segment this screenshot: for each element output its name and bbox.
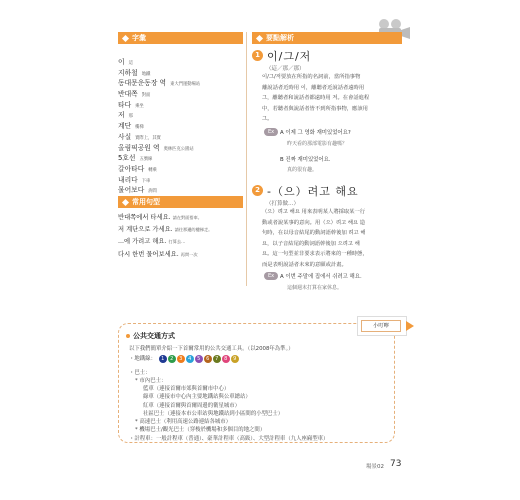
- tip-intro: 以下我們簡單介紹一下首爾常用的公共交通工具。（以2008年為準。）: [129, 346, 294, 352]
- grammar-1-ex-a: A 이제 그 영화 재미있었어요?: [280, 130, 351, 136]
- grammar-header: [252, 32, 402, 44]
- phrase-meaning: 再問一次: [180, 251, 198, 257]
- phrase-korean: 다시 한번 물어보세요.: [118, 250, 179, 258]
- phrase-item: [118, 224, 243, 236]
- vocab-meaning: 奧林匹克公園站: [163, 146, 194, 152]
- phrase-meaning: 打算去…: [168, 239, 186, 245]
- vocab-meaning: 詢問: [148, 189, 157, 195]
- phrase-item: [118, 212, 243, 224]
- vocab-header: [118, 32, 243, 44]
- vocab-item: [118, 124, 240, 141]
- vocab-meaning: 地鐵: [141, 71, 151, 77]
- bus-item: 紅車（連接首爾與首爾周邊的衛星城市）: [143, 402, 241, 409]
- bullet-icon: [126, 334, 130, 338]
- example-badge: Ex: [264, 128, 278, 136]
- vocab-item: [118, 177, 240, 195]
- subway-line-badge: 2: [168, 355, 176, 363]
- column-divider: [246, 32, 247, 286]
- vocab-item: [118, 81, 240, 99]
- grammar-2-ex: A 이번 주말에 집에서 쉬려고 해요.: [280, 274, 362, 280]
- vocab-korean: 계단: [118, 122, 132, 131]
- vocab-meaning: 乘坐: [135, 103, 144, 109]
- phrase-meaning: 請在對面搭車。: [172, 215, 202, 220]
- bus-list: [135, 376, 283, 433]
- vocab-item: [118, 60, 240, 77]
- vocab-item: [118, 164, 240, 184]
- diamond-icon: [122, 198, 129, 205]
- explanation-line: （으）려고 해요 用來表明某人將採取某一行: [262, 209, 366, 215]
- phrase-header: [118, 196, 243, 208]
- vocab-korean: 사실: [118, 132, 132, 141]
- grammar-1-ex-b: B 진짜 재미있었어요.: [280, 157, 331, 163]
- phrase-korean: 저 계단으로 가세요.: [118, 226, 173, 234]
- subway-label: ・地鐵線：: [129, 356, 156, 362]
- vocab-korean: 지하철: [118, 68, 138, 77]
- arrow-icon: [406, 321, 414, 331]
- vocab-korean: 내리다: [118, 175, 138, 184]
- tip-title: 公共交通方式: [133, 332, 175, 340]
- phrase-korean: 반대쪽에서 타세요.: [118, 214, 171, 221]
- subway-line-badge: 6: [204, 355, 212, 363]
- subway-line-badge: 5: [195, 355, 203, 363]
- vocab-korean: 동대문운동장 역: [118, 79, 167, 88]
- bus-label: ・巴士：: [129, 370, 151, 376]
- phrase-korean: ...에 가려고 해요.: [118, 238, 167, 246]
- grammar-2-explanation: [262, 207, 402, 271]
- subway-line-badge: 4: [186, 355, 194, 363]
- vocab-meaning: 對面: [141, 93, 151, 99]
- explanation-line: 句時，在以母音結尾的動詞語幹後加 려고 해: [262, 230, 366, 237]
- vocab-title: 字彙: [132, 34, 146, 42]
- vocab-meaning: 這: [128, 61, 133, 66]
- grammar-number-1: 1: [252, 50, 263, 61]
- bus-item: 綠車（連接市中心內主要地鐵站與公車總站）: [143, 394, 251, 401]
- vocab-meaning: 下車: [141, 178, 151, 184]
- vocab-meaning: 那: [128, 114, 133, 120]
- vocab-meaning: 東大門運動場站: [170, 82, 201, 88]
- grammar-2-subtitle: （打算做…）: [266, 201, 300, 207]
- vocab-item: [118, 132, 240, 152]
- diamond-icon: [122, 34, 129, 41]
- grammar-1-explanation: [262, 72, 402, 125]
- vocab-item: [118, 92, 240, 109]
- vocab-korean: 저: [118, 111, 125, 120]
- tip-title-row: [126, 331, 175, 341]
- vocab-korean: 갈아타다: [118, 164, 145, 173]
- vocab-korean: 올림픽공원 역: [118, 143, 160, 152]
- bus-item: * 機場巴士/觀光巴士（穿梭於機場和多個目的地之間）: [135, 427, 266, 434]
- vocab-item: [118, 113, 240, 131]
- vocab-item: [118, 156, 240, 173]
- grammar-2-ex-translation: 這個週末打算在家休息。: [287, 285, 343, 291]
- vocab-list: [118, 49, 240, 195]
- diamond-icon: [256, 34, 263, 41]
- phrase-list: [118, 212, 243, 261]
- subway-line-badge: 1: [159, 355, 167, 363]
- vocab-meaning: 實際上，其實: [135, 135, 161, 141]
- subway-line-badge: 3: [177, 355, 185, 363]
- explanation-line: 이/그/저要放在所指的名詞前，當所指事物: [262, 74, 361, 80]
- subway-line-badge: 9: [231, 355, 239, 363]
- phrase-meaning: 請往那邊的樓梯走。: [174, 227, 213, 233]
- subway-line-badge: 7: [213, 355, 221, 363]
- phrase-item: [118, 236, 243, 248]
- vocab-korean: 5호선: [118, 154, 136, 163]
- subway-lines-row: [129, 355, 240, 363]
- grammar-1-ex-b-translation: 真的很有趣。: [287, 167, 318, 173]
- tip-tag: [357, 316, 407, 336]
- explanation-line: 그，離聽者和說話者都遠時用 저。在會話進程: [262, 95, 370, 102]
- phrase-item: [118, 249, 243, 261]
- taxi-row: ・計程車：一般計程車（普通）、豪華計程車（高級）、大型計程車（九人座廂型車）: [129, 436, 329, 442]
- grammar-number-2: 2: [252, 185, 263, 196]
- bus-item: * 高速巴士（利用高速公路連結各城市）: [135, 418, 232, 425]
- explanation-line: 그。: [262, 116, 273, 123]
- vocab-item: [118, 49, 240, 66]
- example-badge: Ex: [264, 272, 278, 280]
- explanation-line: 中，若聽者與說話者皆不到所指事物，應該用: [262, 105, 368, 112]
- bus-item: 藍車（連接首爾市郊與首爾市中心）: [143, 386, 230, 393]
- vocab-korean: 타다: [118, 100, 132, 109]
- bus-item: 社區巴士（連接本市公車站與地鐵站到小區間的小型巴士）: [143, 410, 284, 417]
- vocab-meaning: 轉乘: [148, 167, 157, 173]
- explanation-line: 離說話者近時用 이，離聽者近說話者遠時用: [262, 84, 365, 91]
- vocab-meaning: 樓梯: [135, 125, 144, 131]
- tip-tag-label: 小叮嚀: [361, 320, 401, 332]
- grammar-title: 要點解析: [266, 34, 294, 42]
- page-number: 73: [390, 459, 402, 469]
- explanation-line: 요。這一句型並非要求表示將來的一種時態，: [262, 251, 368, 258]
- explanation-line: 動或者說某事的意向。用（으）려고 해요 造: [262, 219, 366, 226]
- vocab-meaning: 五號線: [139, 157, 153, 163]
- phrase-title: 常用句型: [132, 198, 160, 206]
- vocab-korean: 반대쪽: [118, 90, 138, 99]
- vocab-item: [118, 145, 240, 163]
- vocab-item: [118, 70, 240, 88]
- vocab-korean: 이: [118, 58, 125, 66]
- vocab-item: [118, 102, 240, 120]
- subway-line-badge: 8: [222, 355, 230, 363]
- vocab-korean: 물어보다: [118, 186, 145, 195]
- grammar-1-ex-a-translation: 昨天看的那部電影有趣嗎？: [287, 141, 348, 147]
- grammar-2-title: -（으）려고 해요: [267, 185, 359, 198]
- grammar-1-subtitle: （這／那／那）: [266, 66, 305, 72]
- explanation-line: 而是表明說話者未來的意願或計畫。: [262, 261, 347, 268]
- explanation-line: 요，以子音結尾的動詞語幹後加 으려고 해: [262, 240, 360, 247]
- scene-label: 場景02: [366, 464, 384, 470]
- bus-item: * 市內巴士：: [135, 378, 167, 384]
- grammar-1-title: 이/그/저: [267, 50, 312, 63]
